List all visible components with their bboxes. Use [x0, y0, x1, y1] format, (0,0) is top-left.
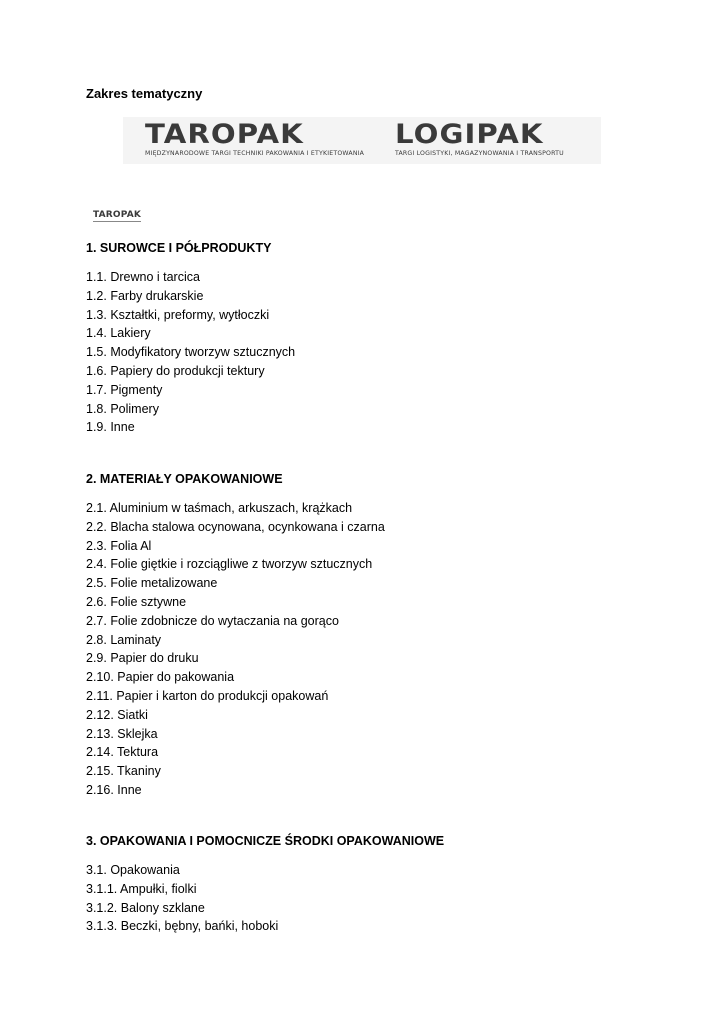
logipak-logo-word: LOGIPAK [395, 119, 544, 150]
list-item: 1.9. Inne [86, 420, 135, 435]
list-item: 2.6. Folie sztywne [86, 594, 187, 609]
taropak-logo [145, 121, 364, 157]
list-item: 2.1. Aluminium w taśmach, arkuszach, krążkach [86, 501, 353, 515]
list-item: 3.1. Opakowania [86, 863, 180, 877]
list-item: 1.5. Modyfikatory tworzyw sztucznych [86, 345, 296, 360]
list-item: 3.1.2. Balony szklane [86, 900, 205, 915]
list-item: 2.15. Tkaniny [86, 764, 161, 779]
document-title: Zakres tematyczny [86, 86, 203, 101]
list-item: 2.8. Laminaty [86, 632, 162, 647]
list-item: 2.7. Folie zdobnicze do wytaczania na gorąco [86, 613, 339, 628]
section-heading: 1. SUROWCE I PÓŁPRODUKTY [86, 241, 272, 255]
list-item: 2.12. Siatki [86, 707, 148, 722]
taropak-logo-tagline: MIĘDZYNARODOWE TARGI TECHNIKI PAKOWANIA I ETYKIETOWANIA [145, 150, 365, 157]
list-item: 2.5. Folie metalizowane [86, 576, 218, 591]
list-item: 1.4. Lakiery [86, 326, 151, 341]
list-item: 3.1.1. Ampułki, fiolki [86, 881, 197, 896]
list-item: 1.2. Farby drukarskie [86, 288, 204, 303]
list-item: 2.14. Tektura [86, 745, 159, 760]
section-heading: 2. MATERIAŁY OPAKOWANIOWE [86, 472, 283, 486]
list-item: 2.4. Folie giętkie i rozciągliwe z tworzyw sztucznych [86, 557, 373, 572]
logipak-logo [395, 121, 564, 157]
taropak-logo-word: TAROPAK [145, 119, 304, 150]
list-item: 2.3. Folia Al [86, 538, 152, 553]
list-item: 1.3. Kształtki, preformy, wytłoczki [86, 307, 270, 322]
list-item: 2.10. Papier do pakowania [86, 670, 235, 685]
list-item: 1.1. Drewno i tarcica [86, 270, 200, 284]
list-item: 1.6. Papiery do produkcji tektury [86, 363, 265, 378]
taropak-small-logo: TAROPAK [93, 210, 142, 220]
list-item: 1.8. Polimery [86, 401, 159, 416]
exhibition-logo-banner [123, 117, 601, 164]
section-item-list [86, 499, 385, 800]
list-item: 2.16. Inne [86, 782, 142, 797]
section-item-list [86, 861, 278, 936]
list-item: 2.13. Sklejka [86, 726, 158, 741]
list-item: 3.1.3. Beczki, bębny, bańki, hoboki [86, 919, 279, 934]
list-item: 1.7. Pigmenty [86, 382, 163, 397]
section-heading: 3. OPAKOWANIA I POMOCNICZE ŚRODKI OPAKOWANIOWE [86, 834, 445, 848]
list-item: 2.2. Blacha stalowa ocynowana, ocynkowana i czarna [86, 519, 385, 534]
list-item: 2.9. Papier do druku [86, 651, 199, 666]
section-item-list [86, 268, 295, 437]
logipak-logo-tagline: TARGI LOGISTYKI, MAGAZYNOWANIA I TRANSPORTU [395, 150, 564, 157]
list-item: 2.11. Papier i karton do produkcji opakowań [86, 688, 329, 703]
